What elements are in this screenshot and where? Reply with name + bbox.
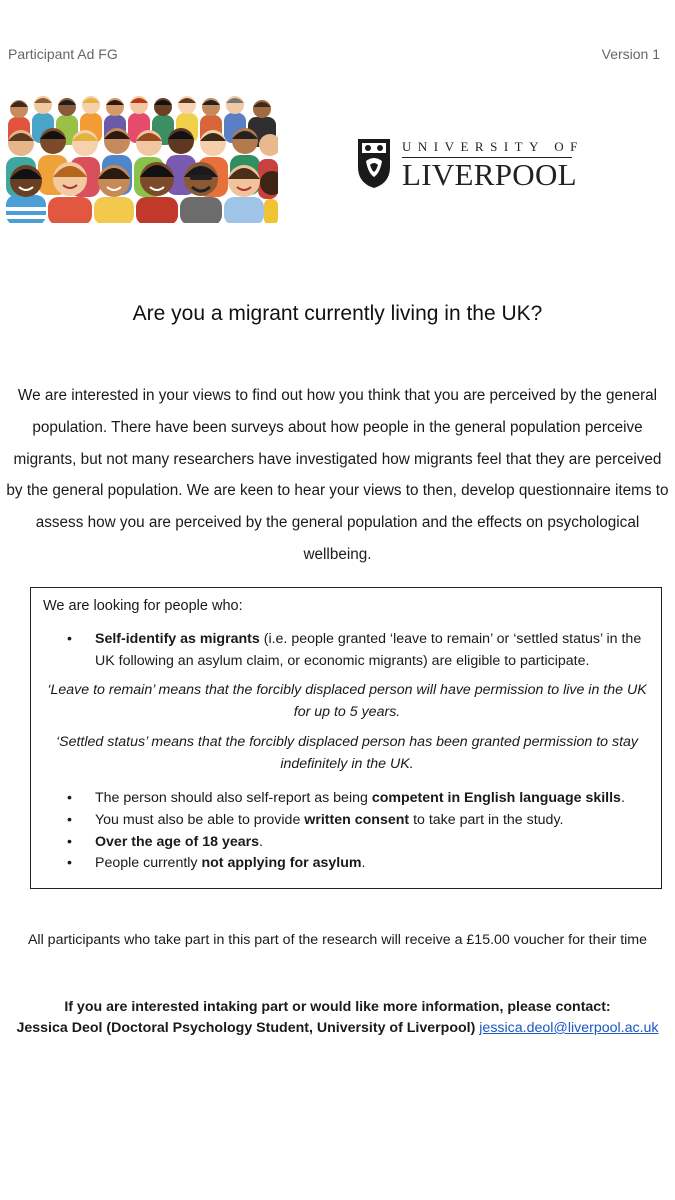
contact-heading: If you are interested intaking part or would like more information, please contact: [64, 999, 611, 1015]
item-bold: written consent [304, 811, 410, 828]
contact-line [0, 1018, 675, 1039]
bullet-icon: • [67, 631, 72, 647]
logo-university-of: UNIVERSITY OF [402, 139, 584, 154]
intro-paragraph: We are interested in your views to find out how you think that you are perceived by the general population. There have been surveys about how people in the general population perceive migrants, but not many researchers have investigated how migrants feel that they are perceived by the general population. We are keen to hear your views to then, develop questionnaire items to assess how you are perceived by the general population and the effects on psychological wellbeing. [6, 387, 669, 563]
item-text: . [259, 833, 263, 850]
eligibility-list [67, 788, 647, 875]
logo-liverpool: LIVERPOOL [402, 157, 577, 192]
crest-icon [356, 137, 392, 189]
crowd-illustration [6, 95, 278, 223]
item-bold: not applying for asylum [201, 855, 362, 872]
contact-email-link[interactable]: jessica.deol@liverpool.ac.uk [479, 1020, 659, 1036]
item-text: to take part in the study. [409, 811, 564, 828]
eligibility-bullet-migrants [67, 629, 643, 672]
item-text: . [361, 855, 366, 872]
item-text: You must also be able to provide [95, 811, 305, 828]
contact-block [0, 997, 675, 1039]
bullet-bold-text: Self-identify as migrants [95, 631, 260, 647]
page-title: Are you a migrant currently living in the UK? [132, 302, 543, 325]
list-item [67, 810, 647, 832]
list-item [67, 832, 647, 854]
item-bold: Over the age of 18 years [95, 833, 260, 850]
list-item [67, 788, 647, 810]
bullet-icon: • [67, 790, 72, 806]
reward-text: All participants who take part in this part of the research will receive a £15.00 voucher for their time [27, 932, 648, 948]
bullet-icon: • [67, 833, 72, 850]
eligibility-lead: We are looking for people who: [43, 598, 243, 614]
bullet-icon: • [67, 855, 72, 872]
university-logo [356, 137, 584, 193]
eligibility-box [30, 587, 662, 889]
header-doc-label: Participant Ad FG [8, 46, 118, 62]
header-version: Version 1 [601, 46, 660, 62]
note-settled-status: ‘Settled status’ means that the forcibly displaced person has been granted permission to stay indefinitely in the UK. [55, 734, 639, 772]
bullet-icon: • [67, 811, 72, 828]
list-item [67, 853, 647, 875]
note-leave-to-remain: ‘Leave to remain’ means that the forcibly displaced person will have permission to live in the UK for up to 5 years. [47, 682, 647, 720]
item-text: People currently [95, 855, 202, 872]
item-bold: competent in English language skills [371, 790, 621, 806]
bullet-text: (i.e. people granted ‘leave to remain’ or ‘settled status’ in the UK following an asylum claim, or economic migrants) are eligible to participate. [95, 631, 642, 669]
item-text: . [620, 790, 625, 806]
contact-name: Jessica Deol (Doctoral Psychology Student, University of Liverpool) [16, 1020, 476, 1036]
item-text: The person should also self-report as being [95, 790, 372, 806]
